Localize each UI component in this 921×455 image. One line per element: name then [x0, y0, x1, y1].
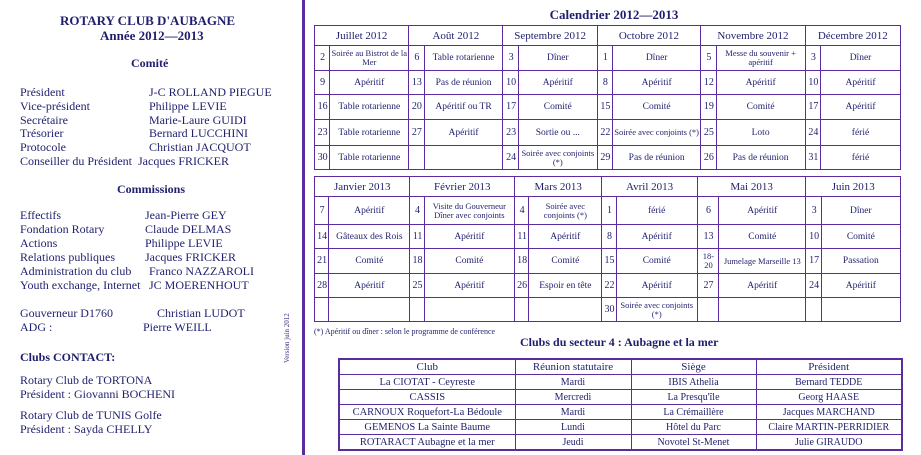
comite-heading: Comité — [131, 56, 169, 70]
comite-role-3: Trésorier — [20, 126, 64, 140]
event-cell: Soirée avec conjoints (*) — [613, 120, 701, 146]
club-name: La CIOTAT - Ceyreste — [339, 375, 515, 390]
clubs-header: Président — [756, 359, 902, 375]
day-number — [806, 298, 821, 322]
day-number: 4 — [410, 197, 424, 225]
calendar-week-row — [315, 146, 901, 170]
event-cell: Dîner — [613, 46, 701, 71]
day-number: 20 — [409, 95, 424, 120]
month-header: Octobre 2012 — [597, 26, 700, 46]
gouverneur-role: Gouverneur D1760 — [20, 306, 113, 320]
comite-name-3: Bernard LUCCHINI — [149, 126, 248, 140]
commission-name-3: Jacques FRICKER — [145, 250, 236, 264]
event-cell: Sortie ou ... — [518, 120, 597, 146]
commissions-heading: Commissions — [117, 182, 186, 196]
table-row — [339, 405, 902, 420]
day-number: 26 — [515, 274, 529, 298]
event-cell: Apéritif — [518, 71, 597, 95]
commission-role-2: Actions — [20, 236, 58, 250]
day-number: 24 — [503, 146, 518, 170]
event-cell: Soirée avec conjoints (*) — [518, 146, 597, 170]
event-cell: Comité — [616, 249, 697, 274]
day-number: 3 — [805, 46, 820, 71]
club-year: Année 2012—2013 — [100, 28, 204, 43]
event-cell: Dîner — [821, 46, 901, 71]
clubs-header: Club — [339, 359, 515, 375]
event-cell: Apéritif — [329, 197, 410, 225]
calendar-week-row — [315, 46, 901, 71]
event-cell: Soirée au Bistrot de la Mer — [330, 46, 409, 71]
event-cell — [329, 298, 410, 322]
calendar-week-row — [315, 197, 901, 225]
day-number: 9 — [315, 71, 330, 95]
club-venue: La Presqu'île — [631, 390, 756, 405]
comite-name-2: Marie-Laure GUIDI — [149, 113, 247, 127]
day-number: 28 — [315, 274, 329, 298]
event-cell: Pas de réunion — [716, 146, 805, 170]
clubs-table — [338, 358, 903, 451]
comite-role-1: Vice-président — [20, 99, 90, 113]
day-number — [315, 298, 329, 322]
day-number: 18 — [410, 249, 424, 274]
comite-name-0: J-C ROLLAND PIEGUE — [149, 85, 272, 99]
month-header: Avril 2013 — [602, 177, 697, 197]
commission-name-1: Claude DELMAS — [145, 222, 232, 236]
month-header: Février 2013 — [410, 177, 515, 197]
club-name: GEMENOS La Sainte Baume — [339, 420, 515, 435]
day-number: 7 — [315, 197, 329, 225]
event-cell — [424, 146, 503, 170]
calendar-table-1 — [314, 25, 901, 170]
event-cell: Comité — [518, 95, 597, 120]
event-cell: Soirée avec conjoints (*) — [529, 197, 602, 225]
event-cell: Visite du Gouverneur Dîner avec conjoints — [424, 197, 514, 225]
gouverneur-name: Christian LUDOT — [157, 306, 245, 320]
event-cell: Apéritif — [424, 225, 514, 249]
day-number — [410, 298, 424, 322]
calendar-week-row — [315, 249, 901, 274]
club-title: ROTARY CLUB D'AUBAGNE — [60, 13, 236, 28]
event-cell: Pas de réunion — [424, 71, 503, 95]
event-cell: férié — [821, 146, 901, 170]
month-header: Août 2012 — [409, 26, 503, 46]
clubs-title: Clubs du secteur 4 : Aubagne et la mer — [520, 335, 719, 349]
event-cell: Apéritif — [821, 95, 901, 120]
event-cell: Apéritif ou TR — [424, 95, 503, 120]
club-president: Jacques MARCHAND — [756, 405, 902, 420]
calendar-week-row — [315, 71, 901, 95]
day-number — [409, 146, 424, 170]
day-number: 21 — [315, 249, 329, 274]
day-number: 4 — [515, 197, 529, 225]
commission-name-0: Jean-Pierre GEY — [145, 208, 227, 222]
event-cell: Table rotarienne — [330, 120, 409, 146]
event-cell: Apéritif — [821, 274, 900, 298]
day-number: 18 — [515, 249, 529, 274]
calendar-week-row — [315, 120, 901, 146]
day-number: 13 — [409, 71, 424, 95]
day-number: 25 — [701, 120, 716, 146]
event-cell: Jumelage Marseille 13 — [719, 249, 806, 274]
day-number: 13 — [697, 225, 718, 249]
day-number: 17 — [503, 95, 518, 120]
day-number: 3 — [806, 197, 821, 225]
calendar-footnote: (*) Apéritif ou dîner : selon le programme de conférence — [314, 327, 496, 336]
commission-role-4: Administration du club — [20, 264, 132, 278]
day-number: 22 — [597, 120, 612, 146]
event-cell: Messe du souvenir + apéritif — [716, 46, 805, 71]
event-cell: Apéritif — [329, 274, 410, 298]
month-header: Décembre 2012 — [805, 26, 900, 46]
day-number: 8 — [597, 71, 612, 95]
clubs-header: Siège — [631, 359, 756, 375]
event-cell: Dîner — [821, 197, 900, 225]
clubs-header-row — [339, 359, 902, 375]
day-number — [697, 298, 718, 322]
day-number: 25 — [410, 274, 424, 298]
month-header: Mai 2013 — [697, 177, 806, 197]
event-cell: Dîner — [518, 46, 597, 71]
event-cell: Loto — [716, 120, 805, 146]
commission-role-3: Relations publiques — [20, 250, 115, 264]
club-meeting: Mardi — [515, 375, 631, 390]
day-number: 1 — [602, 197, 616, 225]
commission-role-1: Fondation Rotary — [20, 222, 105, 236]
day-number: 11 — [410, 225, 424, 249]
day-number: 6 — [697, 197, 718, 225]
club-president: Julie GIRAUDO — [756, 435, 902, 451]
day-number: 17 — [805, 95, 820, 120]
day-number — [515, 298, 529, 322]
adg-name: Pierre WEILL — [143, 320, 212, 334]
day-number: 22 — [602, 274, 616, 298]
day-number: 12 — [701, 71, 716, 95]
day-number: 26 — [701, 146, 716, 170]
day-number: 30 — [315, 146, 330, 170]
day-number: 8 — [602, 225, 616, 249]
event-cell: Gâteaux des Rois — [329, 225, 410, 249]
day-number: 27 — [409, 120, 424, 146]
contact-heading: Clubs CONTACT: — [20, 350, 116, 364]
event-cell: Apéritif — [529, 225, 602, 249]
comite-name-4: Christian JACQUOT — [149, 140, 251, 154]
club-venue: La Crémaillère — [631, 405, 756, 420]
event-cell: Comité — [424, 249, 514, 274]
calendar-week-row — [315, 298, 901, 322]
club-president: Bernard TEDDE — [756, 375, 902, 390]
event-cell: Comité — [821, 225, 900, 249]
event-cell: Comité — [716, 95, 805, 120]
table-row — [339, 390, 902, 405]
event-cell: Apéritif — [613, 71, 701, 95]
month-header: Janvier 2013 — [315, 177, 410, 197]
comite-role-0: Président — [20, 85, 65, 99]
adg-role: ADG : — [20, 320, 53, 334]
club-name: ROTARACT Aubagne et la mer — [339, 435, 515, 451]
day-number: 1 — [597, 46, 612, 71]
event-cell: Apéritif — [716, 71, 805, 95]
month-header: Septembre 2012 — [503, 26, 597, 46]
club-name: CASSIS — [339, 390, 515, 405]
comite-name-1: Philippe LEVIE — [149, 99, 227, 113]
calendar-months-row — [315, 26, 901, 46]
event-cell: Apéritif — [719, 197, 806, 225]
event-cell: Espoir en tête — [529, 274, 602, 298]
day-number: 17 — [806, 249, 821, 274]
event-cell: Apéritif — [821, 71, 901, 95]
club-meeting: Lundi — [515, 420, 631, 435]
comite-name-5: Jacques FRICKER — [138, 154, 229, 168]
day-number: 10 — [806, 225, 821, 249]
day-number: 18-20 — [697, 249, 718, 274]
event-cell: férié — [821, 120, 901, 146]
day-number: 24 — [806, 274, 821, 298]
event-cell: férié — [616, 197, 697, 225]
club-president: Georg HAASE — [756, 390, 902, 405]
commission-name-5: JC MOERENHOUT — [149, 278, 249, 292]
commission-name-2: Philippe LEVIE — [145, 236, 223, 250]
event-cell: Apéritif — [424, 274, 514, 298]
day-number: 10 — [503, 71, 518, 95]
event-cell — [529, 298, 602, 322]
event-cell — [424, 298, 514, 322]
calendar-week-row — [315, 95, 901, 120]
table-row — [339, 435, 902, 451]
event-cell: Soirée avec conjoints (*) — [616, 298, 697, 322]
day-number: 6 — [409, 46, 424, 71]
club-meeting: Mercredi — [515, 390, 631, 405]
day-number: 23 — [503, 120, 518, 146]
contact1-club: Rotary Club de TORTONA — [20, 373, 153, 387]
day-number: 16 — [315, 95, 330, 120]
contact1-president: Président : Giovanni BOCHENI — [20, 387, 175, 401]
club-venue: Novotel St-Menet — [631, 435, 756, 451]
comite-role-5: Conseiller du Président — [20, 154, 132, 168]
event-cell: Comité — [529, 249, 602, 274]
event-cell: Table rotarienne — [424, 46, 503, 71]
day-number: 2 — [315, 46, 330, 71]
table-row — [339, 375, 902, 390]
club-venue: Hôtel du Parc — [631, 420, 756, 435]
day-number: 30 — [602, 298, 616, 322]
calendar-week-row — [315, 225, 901, 249]
club-meeting: Mardi — [515, 405, 631, 420]
day-number: 23 — [315, 120, 330, 146]
event-cell: Comité — [719, 225, 806, 249]
event-cell: Apéritif — [330, 71, 409, 95]
day-number: 27 — [697, 274, 718, 298]
club-name: CARNOUX Roquefort-La Bédoule — [339, 405, 515, 420]
day-number: 15 — [602, 249, 616, 274]
comite-role-2: Secrétaire — [20, 113, 68, 127]
day-number: 15 — [597, 95, 612, 120]
day-number: 31 — [805, 146, 820, 170]
day-number: 10 — [805, 71, 820, 95]
month-header: Juin 2013 — [806, 177, 901, 197]
version-label: Version juin 2012 — [283, 313, 291, 363]
day-number: 3 — [503, 46, 518, 71]
table-row — [339, 420, 902, 435]
event-cell: Comité — [329, 249, 410, 274]
calendar-week-row — [315, 274, 901, 298]
commission-role-0: Effectifs — [20, 208, 62, 222]
event-cell: Apéritif — [616, 274, 697, 298]
month-header: Mars 2013 — [515, 177, 602, 197]
contact2-club: Rotary Club de TUNIS Golfe — [20, 408, 162, 422]
event-cell: Table rotarienne — [330, 146, 409, 170]
event-cell: Passation — [821, 249, 900, 274]
clubs-header: Réunion statutaire — [515, 359, 631, 375]
month-header: Juillet 2012 — [315, 26, 409, 46]
day-number: 5 — [701, 46, 716, 71]
commission-name-4: Franco NAZZAROLI — [149, 264, 254, 278]
event-cell: Apéritif — [719, 274, 806, 298]
commission-role-5: Youth exchange, Internet — [20, 278, 141, 292]
day-number: 19 — [701, 95, 716, 120]
event-cell — [821, 298, 900, 322]
calendar-title: Calendrier 2012—2013 — [549, 7, 679, 22]
club-president: Claire MARTIN-PERRIDIER — [756, 420, 902, 435]
contact2-president: Président : Sayda CHELLY — [20, 422, 153, 436]
event-cell: Apéritif — [616, 225, 697, 249]
calendar-table-2 — [314, 176, 901, 322]
month-header: Novembre 2012 — [701, 26, 805, 46]
event-cell: Comité — [613, 95, 701, 120]
club-venue: IBIS Athelia — [631, 375, 756, 390]
day-number: 29 — [597, 146, 612, 170]
event-cell: Pas de réunion — [613, 146, 701, 170]
event-cell: Apéritif — [424, 120, 503, 146]
event-cell: Table rotarienne — [330, 95, 409, 120]
vertical-divider — [302, 0, 305, 455]
club-meeting: Jeudi — [515, 435, 631, 451]
comite-role-4: Protocole — [20, 140, 66, 154]
day-number: 11 — [515, 225, 529, 249]
day-number: 14 — [315, 225, 329, 249]
event-cell — [719, 298, 806, 322]
day-number: 24 — [805, 120, 820, 146]
left-panel — [0, 0, 300, 455]
calendar-months-row — [315, 177, 901, 197]
